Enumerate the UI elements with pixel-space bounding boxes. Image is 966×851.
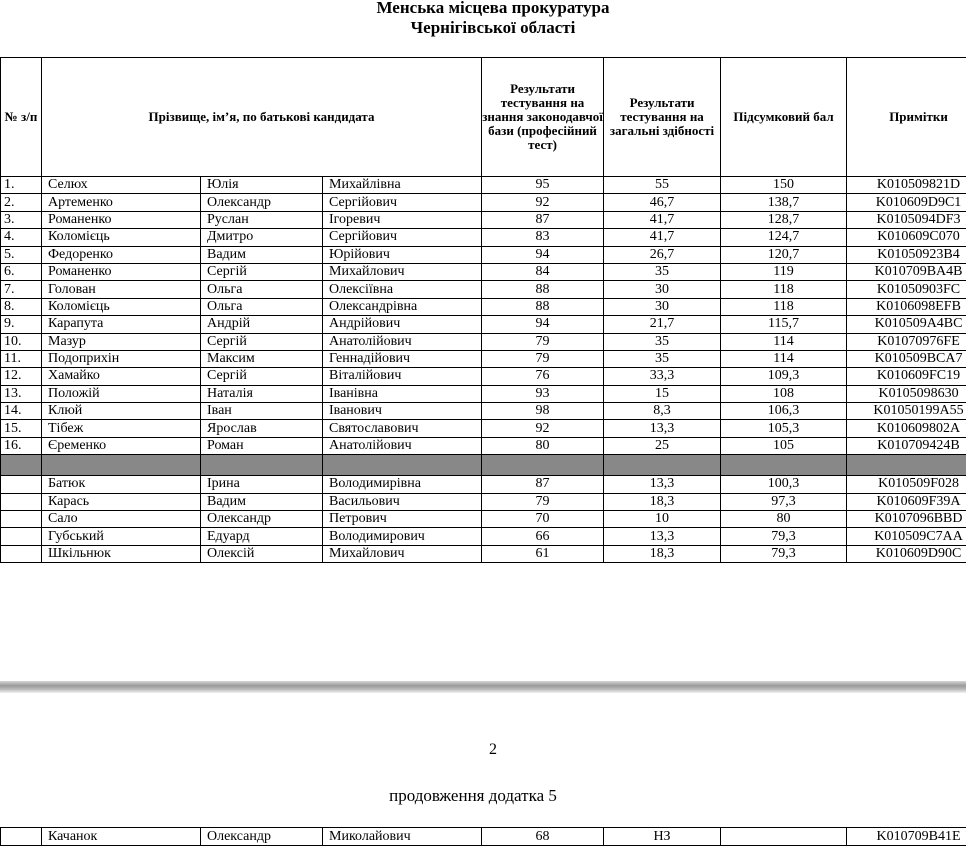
cell-patronymic: Олександрівна xyxy=(323,298,482,315)
cell-legal-score: 83 xyxy=(482,229,604,246)
cell-note: K01070976FE xyxy=(847,333,966,350)
cell-total: 105,3 xyxy=(721,420,847,437)
cell-general-score: 55 xyxy=(604,177,721,194)
cell-surname: Романенко xyxy=(42,211,201,228)
cell-num: 3. xyxy=(1,211,42,228)
cell-patronymic: Анатолійович xyxy=(323,333,482,350)
cell-patronymic: Володимирівна xyxy=(323,476,482,493)
cell-patronymic: Володимирович xyxy=(323,528,482,545)
cell-general-score: НЗ xyxy=(604,828,721,846)
cell-surname: Єременко xyxy=(42,437,201,454)
cell-num: 5. xyxy=(1,246,42,263)
cell-first-name: Ольга xyxy=(201,281,323,298)
table-row xyxy=(1,316,966,333)
continuation-table xyxy=(0,827,966,846)
cell-legal-score: 94 xyxy=(482,246,604,263)
cell-surname: Губський xyxy=(42,528,201,545)
table-row xyxy=(1,828,966,846)
header-total: Підсумковий бал xyxy=(721,58,847,177)
cell-first-name: Руслан xyxy=(201,211,323,228)
cell-surname: Положій xyxy=(42,385,201,402)
cell-patronymic: Святославович xyxy=(323,420,482,437)
cell-num: 12. xyxy=(1,368,42,385)
cell-legal-score: 68 xyxy=(482,828,604,846)
cell-legal-score: 92 xyxy=(482,420,604,437)
cell-general-score: 41,7 xyxy=(604,211,721,228)
cell-legal-score: 94 xyxy=(482,316,604,333)
cell-surname: Федоренко xyxy=(42,246,201,263)
cell-patronymic: Іванівна xyxy=(323,385,482,402)
cell-first-name: Дмитро xyxy=(201,229,323,246)
cell-first-name: Андрій xyxy=(201,316,323,333)
cell-legal-score: 87 xyxy=(482,476,604,493)
table-row xyxy=(1,476,966,493)
cell-note: K010609C070 xyxy=(847,229,966,246)
cell-num xyxy=(1,476,42,493)
table-row xyxy=(1,385,966,402)
cell-surname: Артеменко xyxy=(42,194,201,211)
cell-patronymic: Сергійович xyxy=(323,194,482,211)
table-row xyxy=(1,333,966,350)
cell-patronymic: Анатолійович xyxy=(323,437,482,454)
cell-first-name: Олександр xyxy=(201,511,323,528)
cell-note: K010609FC19 xyxy=(847,368,966,385)
cell-patronymic: Іванович xyxy=(323,403,482,420)
cell-general-score: 13,3 xyxy=(604,420,721,437)
table-row xyxy=(1,403,966,420)
header-notes: Примітки xyxy=(847,58,966,177)
cell-total: 120,7 xyxy=(721,246,847,263)
cell-total: 138,7 xyxy=(721,194,847,211)
separator-row xyxy=(1,455,966,476)
table-row xyxy=(1,420,966,437)
cell-surname: Батюк xyxy=(42,476,201,493)
cell-note: K0105094DF3 xyxy=(847,211,966,228)
cell-num: 11. xyxy=(1,350,42,367)
cell-legal-score: 92 xyxy=(482,194,604,211)
cell-num: 13. xyxy=(1,385,42,402)
cell-note: K0106098EFB xyxy=(847,298,966,315)
cell-patronymic: Михайлівна xyxy=(323,177,482,194)
cell-surname: Сало xyxy=(42,511,201,528)
cell-legal-score: 70 xyxy=(482,511,604,528)
cell-note: K01050199A55 xyxy=(847,403,966,420)
cell-patronymic: Петрович xyxy=(323,511,482,528)
cell-first-name: Вадим xyxy=(201,246,323,263)
cell-total: 79,3 xyxy=(721,528,847,545)
page-break xyxy=(0,681,966,693)
cell-first-name: Едуард xyxy=(201,528,323,545)
cell-first-name: Сергій xyxy=(201,333,323,350)
cell-total: 118 xyxy=(721,281,847,298)
cell-total: 119 xyxy=(721,263,847,280)
cell-first-name: Олександр xyxy=(201,828,323,846)
table-row xyxy=(1,281,966,298)
cell-general-score: 21,7 xyxy=(604,316,721,333)
cell-patronymic: Михайлович xyxy=(323,545,482,562)
cell-general-score: 33,3 xyxy=(604,368,721,385)
table-row xyxy=(1,437,966,454)
cell-first-name: Іван xyxy=(201,403,323,420)
cell-note: K010609F39A xyxy=(847,493,966,510)
cell-patronymic: Геннадійович xyxy=(323,350,482,367)
cell-note: K010609D9C1 xyxy=(847,194,966,211)
table-row xyxy=(1,229,966,246)
cell-surname: Романенко xyxy=(42,263,201,280)
cell-surname: Качанок xyxy=(42,828,201,846)
table-row xyxy=(1,194,966,211)
cell-total: 124,7 xyxy=(721,229,847,246)
cell-legal-score: 88 xyxy=(482,298,604,315)
cell-num: 4. xyxy=(1,229,42,246)
cell-patronymic: Сергійович xyxy=(323,229,482,246)
cell-patronymic: Андрійович xyxy=(323,316,482,333)
cell-total: 97,3 xyxy=(721,493,847,510)
cell-total: 114 xyxy=(721,350,847,367)
cell-num xyxy=(1,493,42,510)
cell-surname: Подоприхін xyxy=(42,350,201,367)
table-row xyxy=(1,511,966,528)
cell-first-name: Олександр xyxy=(201,194,323,211)
cell-legal-score: 66 xyxy=(482,528,604,545)
cell-num: 10. xyxy=(1,333,42,350)
cell-note: K0105098630 xyxy=(847,385,966,402)
cell-total: 118 xyxy=(721,298,847,315)
cell-first-name: Сергій xyxy=(201,368,323,385)
table-row xyxy=(1,528,966,545)
table-row xyxy=(1,350,966,367)
cell-num: 9. xyxy=(1,316,42,333)
cell-note: K010509821D xyxy=(847,177,966,194)
cell-general-score: 8,3 xyxy=(604,403,721,420)
cell-first-name: Олексій xyxy=(201,545,323,562)
cell-total: 115,7 xyxy=(721,316,847,333)
cell-legal-score: 61 xyxy=(482,545,604,562)
cell-general-score: 26,7 xyxy=(604,246,721,263)
cell-patronymic: Віталійович xyxy=(323,368,482,385)
cell-note: K010709B41E xyxy=(847,828,966,846)
cell-legal-score: 93 xyxy=(482,385,604,402)
cell-legal-score: 76 xyxy=(482,368,604,385)
cell-first-name: Вадим xyxy=(201,493,323,510)
cell-num: 2. xyxy=(1,194,42,211)
cell-surname: Хамайко xyxy=(42,368,201,385)
cell-total: 114 xyxy=(721,333,847,350)
cell-surname: Шкільнюк xyxy=(42,545,201,562)
page-title-line-1: Менська місцева прокуратура xyxy=(376,0,610,17)
cell-surname: Селюх xyxy=(42,177,201,194)
cell-note: K010609D90C xyxy=(847,545,966,562)
cell-general-score: 35 xyxy=(604,333,721,350)
page-title-line-2: Чернігівської області xyxy=(410,18,576,37)
cell-surname: Карась xyxy=(42,493,201,510)
cell-general-score: 30 xyxy=(604,298,721,315)
cell-patronymic: Олексіївна xyxy=(323,281,482,298)
cell-first-name: Максим xyxy=(201,350,323,367)
cell-note: K010709424B xyxy=(847,437,966,454)
cell-surname: Карапута xyxy=(42,316,201,333)
cell-legal-score: 79 xyxy=(482,493,604,510)
cell-legal-score: 79 xyxy=(482,350,604,367)
header-num: № з/п xyxy=(1,58,42,177)
cell-total: 79,3 xyxy=(721,545,847,562)
header-name: Прізвище, ім’я, по батькові кандидата xyxy=(42,58,482,177)
cell-general-score: 35 xyxy=(604,350,721,367)
cell-general-score: 18,3 xyxy=(604,493,721,510)
cell-general-score: 46,7 xyxy=(604,194,721,211)
cell-note: K010509C7AA xyxy=(847,528,966,545)
table-row xyxy=(1,493,966,510)
cell-patronymic: Михайлович xyxy=(323,263,482,280)
cell-total: 80 xyxy=(721,511,847,528)
cell-total: 109,3 xyxy=(721,368,847,385)
header-general-test: Результати тестування на загальні здібності xyxy=(604,58,721,177)
table-row xyxy=(1,545,966,562)
table-row xyxy=(1,368,966,385)
cell-note: K010509A4BC xyxy=(847,316,966,333)
cell-general-score: 15 xyxy=(604,385,721,402)
cell-general-score: 25 xyxy=(604,437,721,454)
cell-first-name: Юлія xyxy=(201,177,323,194)
cell-general-score: 30 xyxy=(604,281,721,298)
cell-note: K010509BCA7 xyxy=(847,350,966,367)
cell-num xyxy=(1,545,42,562)
cell-surname: Тібеж xyxy=(42,420,201,437)
cell-surname: Коломієць xyxy=(42,229,201,246)
cell-first-name: Сергій xyxy=(201,263,323,280)
cell-note: K010609802A xyxy=(847,420,966,437)
cell-surname: Коломієць xyxy=(42,298,201,315)
cell-general-score: 41,7 xyxy=(604,229,721,246)
cell-surname: Голован xyxy=(42,281,201,298)
results-table xyxy=(0,57,966,563)
cell-general-score: 10 xyxy=(604,511,721,528)
cell-legal-score: 80 xyxy=(482,437,604,454)
cell-first-name: Ірина xyxy=(201,476,323,493)
cell-total: 108 xyxy=(721,385,847,402)
cell-first-name: Наталія xyxy=(201,385,323,402)
cell-total xyxy=(721,828,847,846)
cell-total: 105 xyxy=(721,437,847,454)
cell-note: K01050923B4 xyxy=(847,246,966,263)
cell-total: 106,3 xyxy=(721,403,847,420)
cell-num xyxy=(1,828,42,846)
cell-legal-score: 95 xyxy=(482,177,604,194)
cell-num: 6. xyxy=(1,263,42,280)
cell-legal-score: 88 xyxy=(482,281,604,298)
table-row xyxy=(1,211,966,228)
cell-first-name: Ольга xyxy=(201,298,323,315)
cell-num: 16. xyxy=(1,437,42,454)
continuation-title: продовження додатка 5 xyxy=(389,786,557,805)
cell-general-score: 13,3 xyxy=(604,476,721,493)
cell-patronymic: Васильович xyxy=(323,493,482,510)
table-row xyxy=(1,246,966,263)
cell-legal-score: 79 xyxy=(482,333,604,350)
cell-total: 150 xyxy=(721,177,847,194)
cell-first-name: Роман xyxy=(201,437,323,454)
cell-surname: Мазур xyxy=(42,333,201,350)
table-row xyxy=(1,263,966,280)
cell-general-score: 35 xyxy=(604,263,721,280)
cell-first-name: Ярослав xyxy=(201,420,323,437)
cell-total: 128,7 xyxy=(721,211,847,228)
cell-num: 1. xyxy=(1,177,42,194)
cell-note: K010709BA4B xyxy=(847,263,966,280)
cell-patronymic: Юрійович xyxy=(323,246,482,263)
cell-num xyxy=(1,528,42,545)
cell-general-score: 18,3 xyxy=(604,545,721,562)
cell-general-score: 13,3 xyxy=(604,528,721,545)
page-number: 2 xyxy=(489,741,497,758)
cell-legal-score: 87 xyxy=(482,211,604,228)
cell-num: 7. xyxy=(1,281,42,298)
cell-legal-score: 84 xyxy=(482,263,604,280)
cell-num: 15. xyxy=(1,420,42,437)
cell-total: 100,3 xyxy=(721,476,847,493)
cell-patronymic: Миколайович xyxy=(323,828,482,846)
header-legal-test: Результати тестування на знання законодавчої бази (професійний тест) xyxy=(482,58,604,177)
cell-note: K0107096BBD xyxy=(847,511,966,528)
cell-note: K01050903FC xyxy=(847,281,966,298)
cell-legal-score: 98 xyxy=(482,403,604,420)
cell-surname: Клюй xyxy=(42,403,201,420)
table-row xyxy=(1,298,966,315)
cell-num: 8. xyxy=(1,298,42,315)
cell-num xyxy=(1,511,42,528)
cell-patronymic: Ігоревич xyxy=(323,211,482,228)
cell-note: K010509F028 xyxy=(847,476,966,493)
cell-num: 14. xyxy=(1,403,42,420)
table-row xyxy=(1,177,966,194)
